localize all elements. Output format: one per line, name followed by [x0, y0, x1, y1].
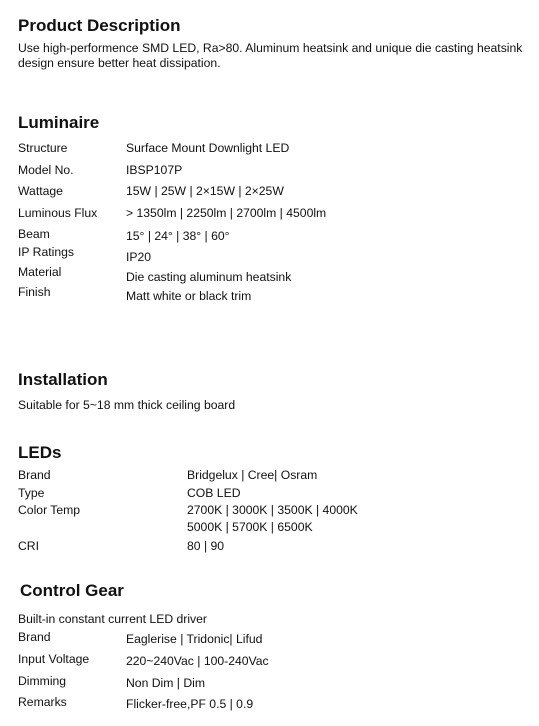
leds-value-color-temp-line2: 5000K | 5700K | 6500K	[187, 520, 313, 534]
leds-label-cri: CRI	[18, 539, 39, 553]
control-gear-value-remarks: Flicker-free,PF 0.5 | 0.9	[126, 697, 254, 711]
leds-value-cri: 80 | 90	[187, 539, 225, 553]
luminaire-value-structure: Surface Mount Downlight LED	[126, 141, 290, 155]
luminaire-label-finish: Finish	[18, 285, 51, 299]
control-gear-value-brand: Eaglerise | Tridonic| Lifud	[126, 632, 263, 646]
luminaire-label-flux: Luminous Flux	[18, 206, 98, 220]
luminaire-value-flux: > 1350lm | 2250lm | 2700lm | 4500lm	[126, 206, 327, 220]
control-gear-heading: Control Gear	[20, 581, 124, 600]
luminaire-label-model: Model No.	[18, 163, 74, 177]
luminaire-label-beam: Beam	[18, 227, 50, 241]
control-gear-value-input-voltage: 220~240Vac | 100-240Vac	[126, 654, 269, 668]
leds-label-type: Type	[18, 486, 45, 500]
luminaire-label-wattage: Wattage	[18, 184, 63, 198]
leds-label-color-temp: Color Temp	[18, 503, 81, 517]
control-gear-label-remarks: Remarks	[18, 695, 67, 709]
luminaire-value-ip: IP20	[126, 250, 152, 264]
control-gear-text: Built-in constant current LED driver	[18, 612, 207, 626]
luminaire-value-model: IBSP107P	[126, 163, 183, 177]
control-gear-value-dimming: Non Dim | Dim	[126, 676, 206, 690]
leds-label-brand: Brand	[18, 468, 51, 482]
leds-value-type: COB LED	[187, 486, 241, 500]
luminaire-heading: Luminaire	[18, 113, 100, 132]
control-gear-label-dimming: Dimming	[18, 674, 67, 688]
control-gear-label-brand: Brand	[18, 630, 51, 644]
luminaire-value-beam: 15° | 24° | 38° | 60°	[126, 229, 230, 243]
leds-value-color-temp-line1: 2700K | 3000K | 3500K | 4000K	[187, 503, 358, 517]
luminaire-value-finish: Matt white or black trim	[126, 289, 252, 303]
product-description-heading: Product Description	[18, 16, 181, 35]
product-description-text: Use high-performence SMD LED, Ra>80. Aluminum heatsink and unique die casting heatsink design ensure better heat dissipation.	[18, 41, 523, 70]
luminaire-label-material: Material	[18, 265, 62, 279]
leds-heading: LEDs	[18, 443, 62, 462]
luminaire-label-structure: Structure	[18, 141, 68, 155]
luminaire-label-ip: IP Ratings	[18, 245, 75, 259]
leds-value-brand: Bridgelux | Cree| Osram	[187, 468, 318, 482]
installation-text: Suitable for 5~18 mm thick ceiling board	[18, 398, 236, 412]
luminaire-value-material: Die casting aluminum heatsink	[126, 270, 292, 284]
control-gear-label-input-voltage: Input Voltage	[18, 652, 90, 666]
luminaire-value-wattage: 15W | 25W | 2×15W | 2×25W	[126, 184, 284, 198]
installation-heading: Installation	[18, 370, 108, 389]
